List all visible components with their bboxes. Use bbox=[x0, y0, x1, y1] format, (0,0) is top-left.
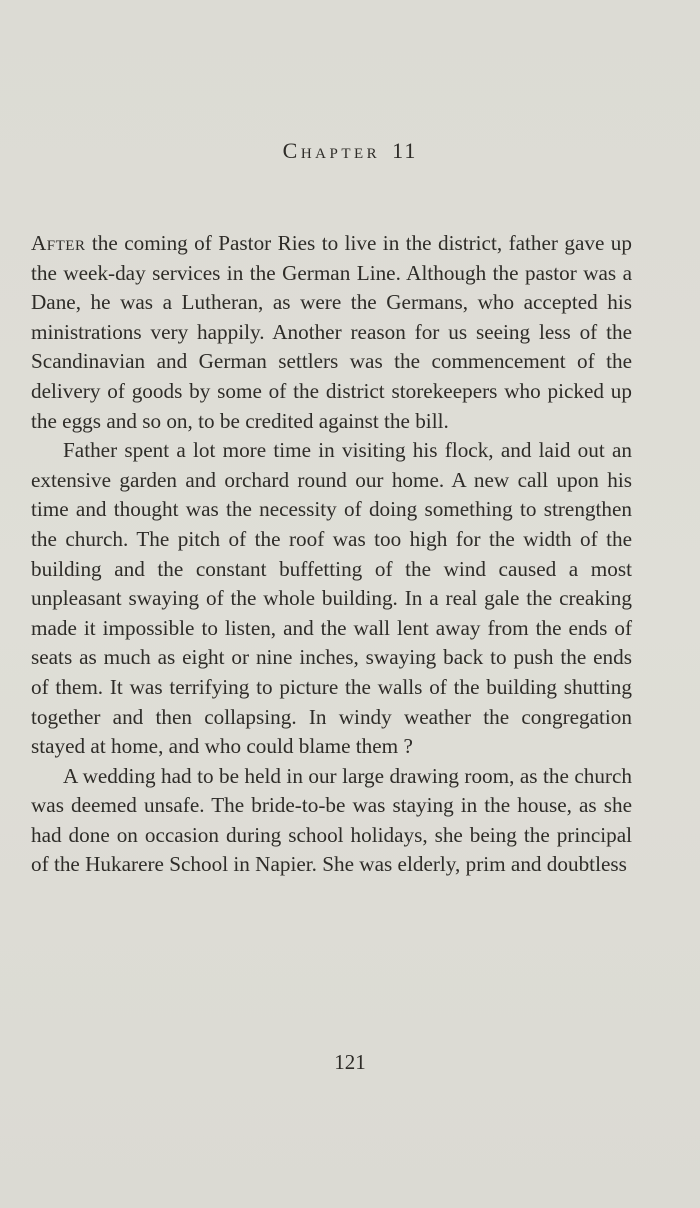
chapter-heading bbox=[0, 136, 700, 166]
paragraph-3: A wedding had to be held in our large drawing room, as the church was deemed unsafe. The bride-to-be was staying in the house, as she had done on occasion during school holidays, she being the principal of the Hukarere School in Napier. She was elderly, prim and doubtless bbox=[31, 763, 632, 877]
paragraph-1-text: the coming of Pastor Ries to live in the district, father gave up the week-day services in the German Line. Although the pastor was a Dane, he was a Lutheran, as were the Germans, who accepted his ministrations very happily. Another reason for us seeing less of the Scandinavian and German settlers was the commencement of the delivery of goods by some of the district storekeepers who picked up the eggs and so on, to be credited against the bill. bbox=[31, 231, 632, 433]
body-text bbox=[31, 229, 632, 880]
paragraph-lead-word: After bbox=[31, 231, 86, 255]
page-number: 121 bbox=[334, 1050, 366, 1074]
paragraph-1 bbox=[31, 229, 632, 436]
chapter-word: Chapter bbox=[282, 138, 381, 163]
chapter-number: 11 bbox=[392, 138, 418, 163]
paragraph-2: Father spent a lot more time in visiting his flock, and laid out an extensive garden and orchard round our home. A new call upon his time and thought was the necessity of doing something to strengthen the church. The pitch of the roof was too high for the width of the building and the constant buffetting of the wind caused a most unpleasant swaying of the whole building. In a real gale the creaking made it impossible to listen, and the wall lent away from the ends of seats as much as eight or nine inches, swaying back to push the ends of them. It was terrifying to picture the walls of the building shutting together and then collapsing. In windy weather the congregation stayed at home, and who could blame them ? bbox=[31, 438, 632, 759]
